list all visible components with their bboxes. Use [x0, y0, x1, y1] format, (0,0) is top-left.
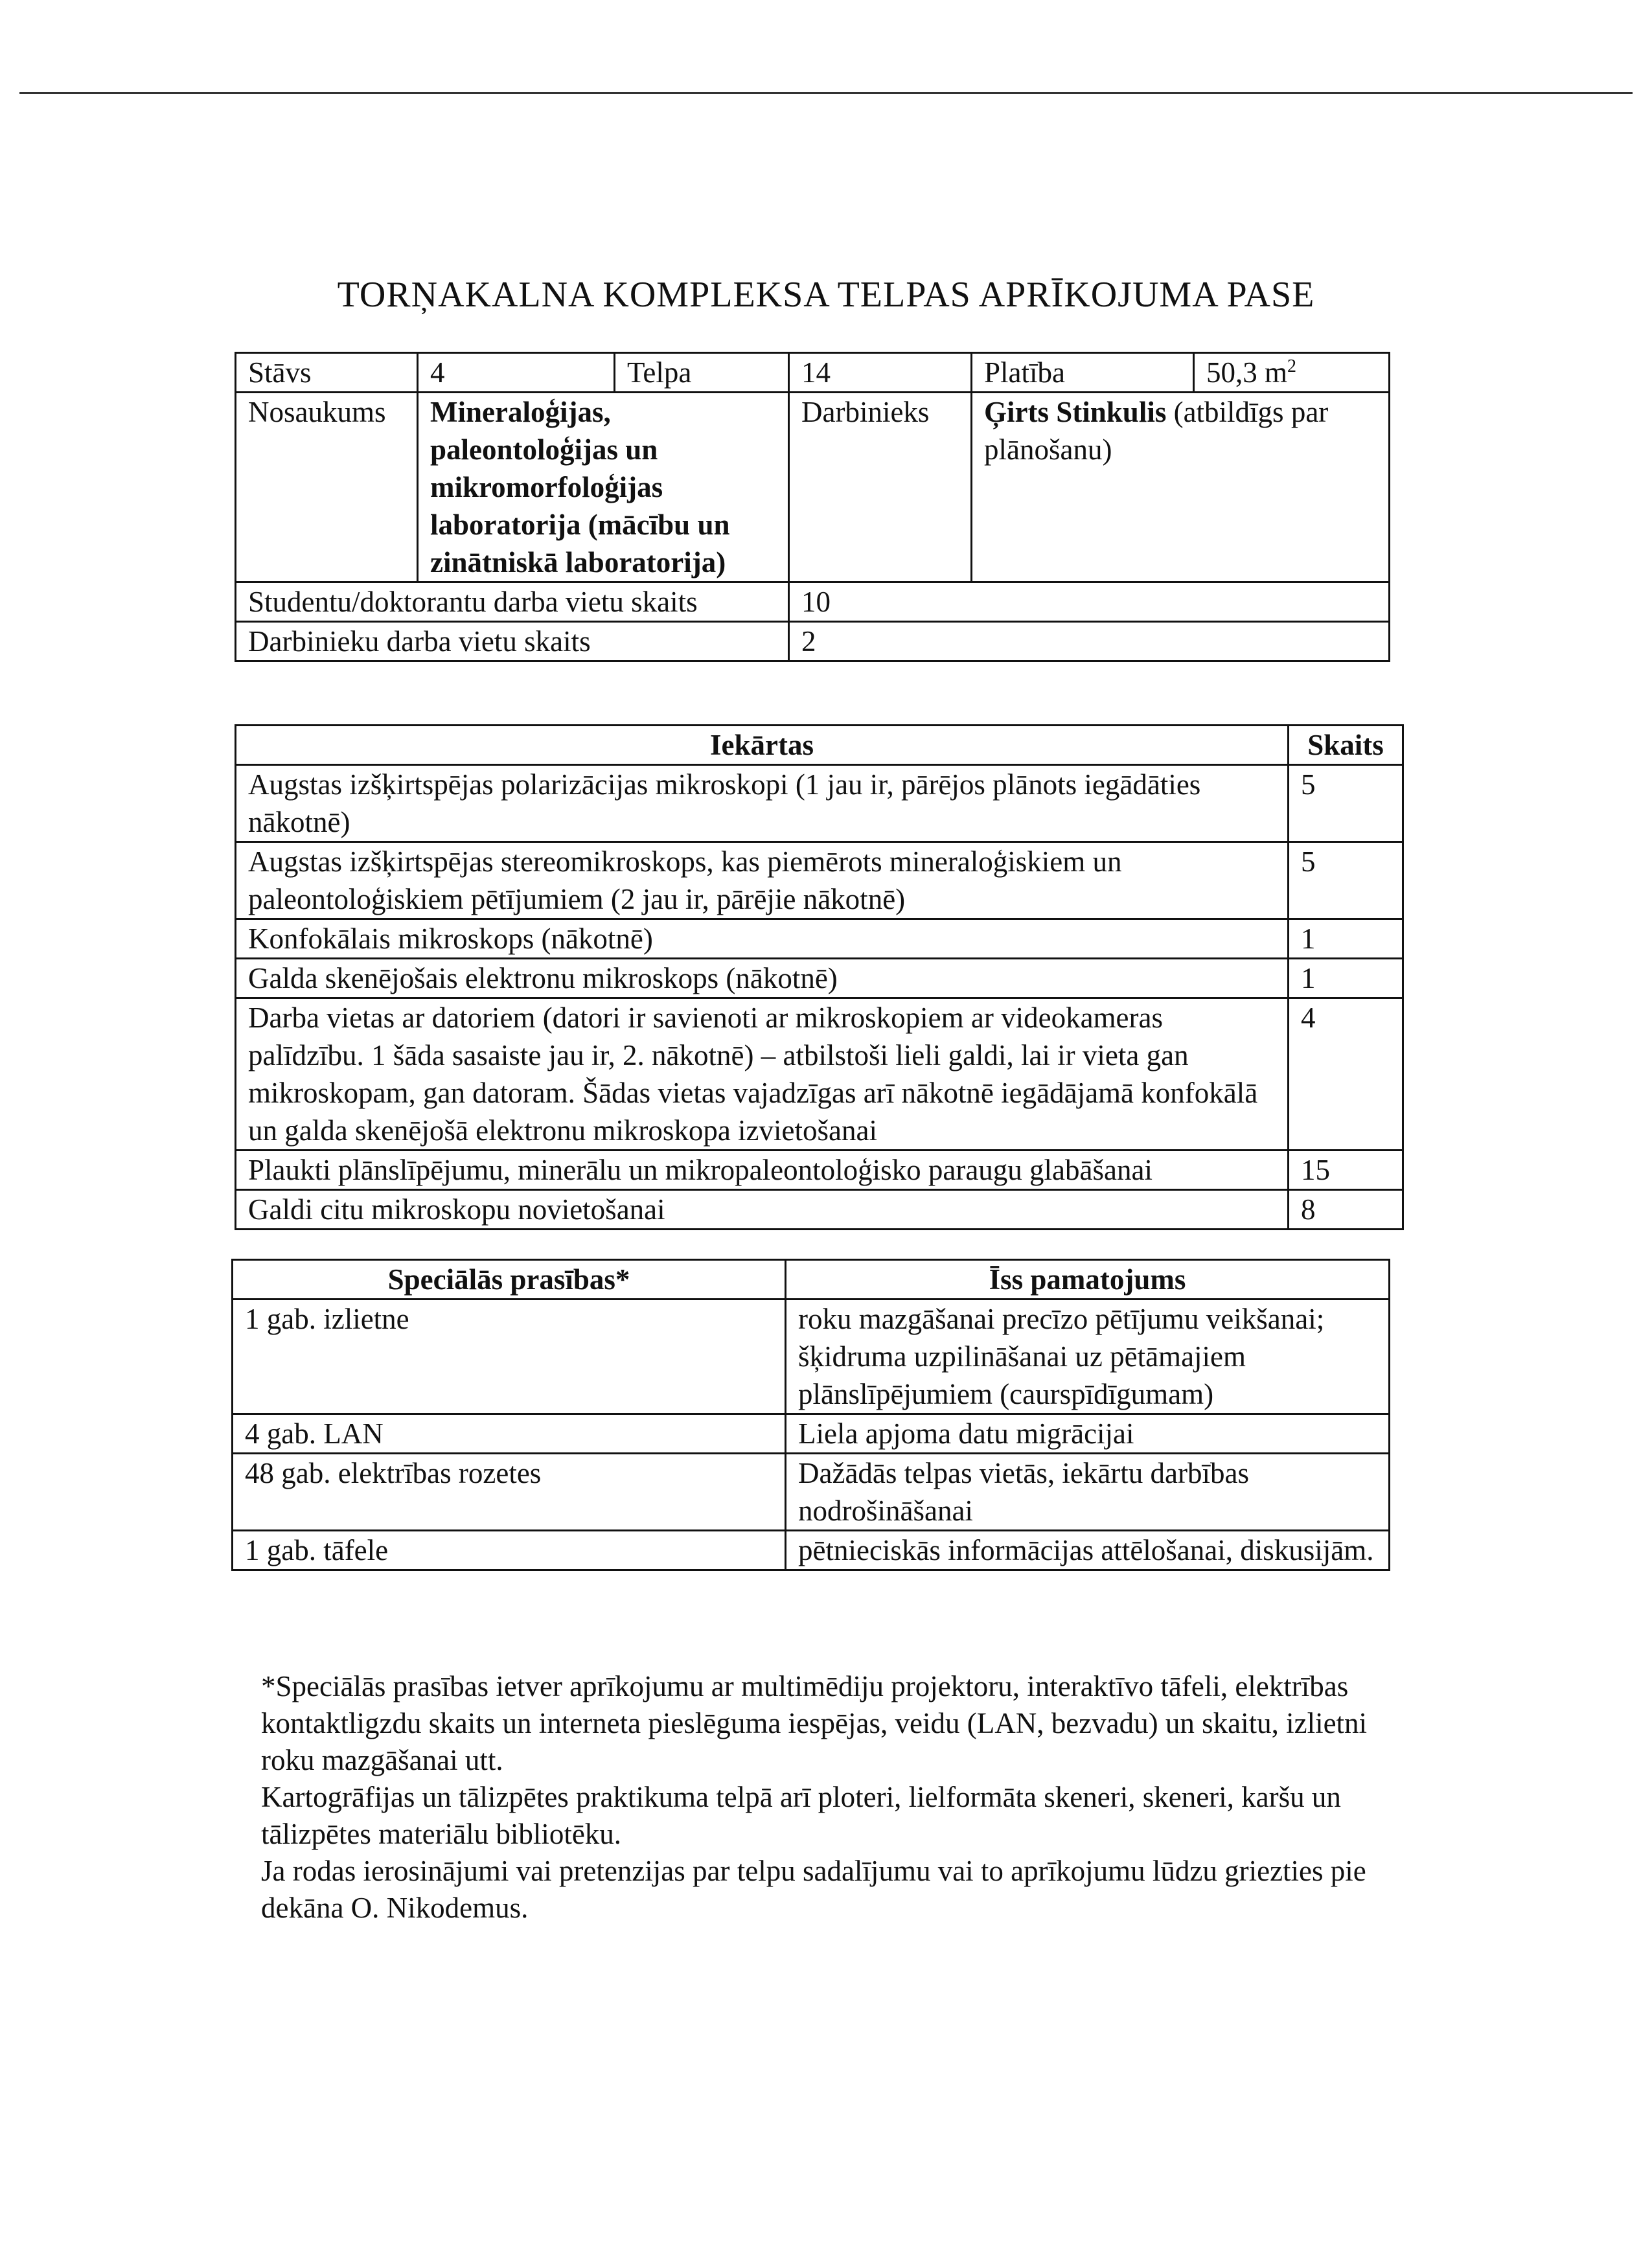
area-value: 50,3 $m^2$	[1194, 353, 1390, 393]
requirement-item: 4 gab. LAN	[233, 1414, 786, 1454]
table-row	[233, 1531, 1390, 1570]
scan-border-line	[19, 92, 1633, 94]
staff-seats-value: 2	[789, 622, 1390, 661]
requirement-reason: Liela apjoma datu migrācijai	[786, 1414, 1390, 1454]
requirement-reason: pētnieciskās informācijas attēlošanai, diskusijām.	[786, 1531, 1390, 1570]
table-row	[236, 765, 1403, 842]
floor-value: 4	[418, 353, 615, 393]
staff-seats-label: Darbinieku darba vietu skaits	[236, 622, 789, 661]
name-value: Mineraloģijas, paleontoloģijas un mikromorfoloģijas laboratorija (mācību un zinātniskā laboratorija)	[418, 393, 789, 582]
footnote-cartography: Kartogrāfijas un tālizpētes praktikuma telpā arī ploteri, lielformāta skeneri, skeneri, karšu un tālizpētes materiālu bibliotēku.	[261, 1781, 1341, 1850]
floor-label: Stāvs	[236, 353, 418, 393]
room-value: 14	[789, 353, 972, 393]
equipment-item: Darba vietas ar datoriem (datori ir savienoti ar mikroskopiem ar videokameras palīdzību. 1 šāda sasaiste jau ir, 2. nākotnē) – atbilstoši lieli galdi, lai ir vieta gan mikroskopam, gan datoram. Šādas vietas vajadzīgas arī nākotnē iegādājamā konfokālā un galda skenējošā elektronu mikroskopa izvietošanai	[236, 998, 1289, 1151]
requirement-reason: Dažādās telpas vietās, iekārtu darbības nodrošināšanai	[786, 1454, 1390, 1531]
footnotes	[261, 1668, 1395, 1927]
table-header-row	[233, 1260, 1390, 1300]
table-row	[236, 959, 1403, 998]
equipment-item: Augstas izšķirtspējas polarizācijas mikroskopi (1 jau ir, pārējos plānots iegādāties nākotnē)	[236, 765, 1289, 842]
table-row	[236, 998, 1403, 1151]
equipment-item: Konfokālais mikroskops (nākotnē)	[236, 919, 1289, 959]
table-row	[233, 1300, 1390, 1414]
equipment-item: Plaukti plānslīpējumu, minerālu un mikropaleontoloģisko paraugu glabāšanai	[236, 1151, 1289, 1190]
equipment-item: Galda skenējošais elektronu mikroskops (nākotnē)	[236, 959, 1289, 998]
page-title: TORŅAKALNA KOMPLEKSA TELPAS APRĪKOJUMA PASE	[337, 275, 1315, 315]
equipment-count: 1	[1289, 919, 1403, 959]
name-label: Nosaukums	[236, 393, 418, 582]
room-info-table	[235, 352, 1390, 662]
requirement-item: 1 gab. izlietne	[233, 1300, 786, 1414]
table-row	[236, 393, 1390, 582]
footnote-contact: Ja rodas ierosinājumi vai pretenzijas par telpu sadalījumu vai to aprīkojumu lūdzu griezties pie dekāna O. Nikodemus.	[261, 1855, 1366, 1924]
equipment-table	[235, 724, 1404, 1230]
count-header: Skaits	[1289, 726, 1403, 765]
table-row	[236, 582, 1390, 622]
justification-header: Īss pamatojums	[786, 1260, 1390, 1300]
table-row	[236, 842, 1403, 919]
table-row	[233, 1454, 1390, 1531]
footnote-special-requirements: *Speciālās prasības ietver aprīkojumu ar multimēdiju projektoru, interaktīvo tāfeli, elektrības kontaktligzdu skaits un interneta pieslēguma iespējas, veidu (LAN, bezvadu) un skaitu, izlietni roku mazgāšanai utt.	[261, 1670, 1368, 1776]
equipment-item: Galdi citu mikroskopu novietošanai	[236, 1190, 1289, 1230]
requirement-item: 48 gab. elektrības rozetes	[233, 1454, 786, 1531]
table-header-row	[236, 726, 1403, 765]
requirements-header: Speciālās prasības*	[233, 1260, 786, 1300]
table-row	[236, 1151, 1403, 1190]
table-row	[236, 622, 1390, 661]
equipment-count: 15	[1289, 1151, 1403, 1190]
employee-value: Ģirts Stinkulis (atbildīgs par plānošanu)	[972, 393, 1390, 582]
equipment-header: Iekārtas	[236, 726, 1289, 765]
equipment-count: 5	[1289, 842, 1403, 919]
equipment-count: 5	[1289, 765, 1403, 842]
equipment-count: 8	[1289, 1190, 1403, 1230]
employee-label: Darbinieks	[789, 393, 972, 582]
table-row	[236, 353, 1390, 393]
requirement-item: 1 gab. tāfele	[233, 1531, 786, 1570]
equipment-item: Augstas izšķirtspējas stereomikroskops, kas piemērots mineraloģiskiem un paleontoloģiskiem pētījumiem (2 jau ir, pārējie nākotnē)	[236, 842, 1289, 919]
student-seats-label: Studentu/doktorantu darba vietu skaits	[236, 582, 789, 622]
requirement-reason: roku mazgāšanai precīzo pētījumu veikšanai; šķidruma uzpilināšanai uz pētāmajiem plānslīpējumiem (caurspīdīgumam)	[786, 1300, 1390, 1414]
special-requirements-table	[231, 1259, 1390, 1571]
student-seats-value: 10	[789, 582, 1390, 622]
equipment-count: 1	[1289, 959, 1403, 998]
equipment-count: 4	[1289, 998, 1403, 1151]
table-row	[236, 1190, 1403, 1230]
area-label: Platība	[972, 353, 1194, 393]
table-row	[236, 919, 1403, 959]
room-label: Telpa	[615, 353, 789, 393]
table-row	[233, 1414, 1390, 1454]
